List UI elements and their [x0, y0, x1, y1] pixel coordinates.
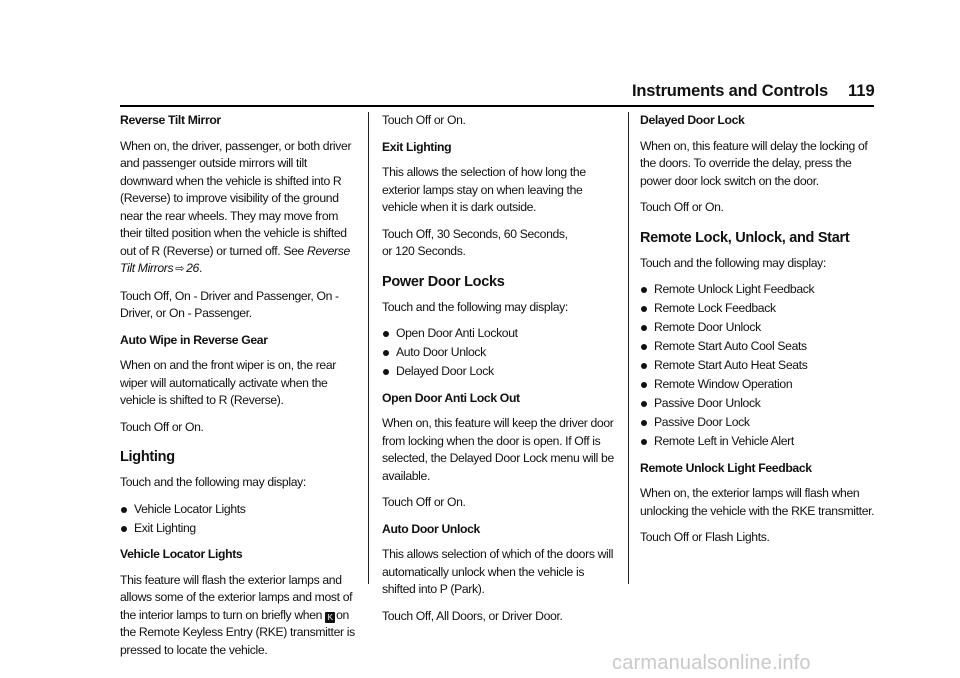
- list-item: Remote Lock Feedback: [640, 300, 876, 318]
- paragraph: When on, this feature will keep the driver door from locking when the door is open. If Off is selected, the Delayed Door Lock menu will be available.: [382, 416, 614, 483]
- cross-reference-link[interactable]: Reverse Tilt Mirrors: [120, 243, 350, 275]
- paragraph: When on and the front wiper is on, the rear wiper will automatically activate when the vehicle is shifted to R (Reverse).: [120, 358, 336, 407]
- paragraph: When on, this feature will delay the locking of the doors. To override the delay, press the power door lock switch on the door.: [640, 138, 868, 188]
- subheading: Reverse Tilt Mirror: [120, 113, 221, 127]
- bullet-list: [640, 281, 876, 451]
- list-item: Remote Door Unlock: [640, 319, 876, 337]
- subheading: Vehicle Locator Lights: [120, 547, 243, 561]
- paragraph: When on, the driver, passenger, or both driver and passenger outside mirrors will tilt downward when the vehicle is shifted into R (Reverse) to improve visibility of the ground near the rear wheels. They may move from their tilted position when the vehicle is shifted out of R (Reverse) or turned off. See Reverse Tilt Mirrors ⇨ 26.: [120, 138, 352, 275]
- subheading: Open Door Anti Lock Out: [382, 390, 520, 405]
- page-header: [0, 82, 960, 104]
- bullet-icon: [641, 439, 647, 445]
- bullet-list: [382, 325, 618, 381]
- bullet-icon: [121, 526, 127, 532]
- list-item: Passive Door Lock: [640, 414, 876, 432]
- subheading: Exit Lighting: [382, 139, 452, 154]
- bullet-icon: [383, 369, 389, 375]
- paragraph: Touch Off or On.: [382, 113, 466, 127]
- key-fob-icon: K: [325, 612, 335, 623]
- bullet-icon: [641, 382, 647, 388]
- paragraph: This allows selection of which of the doors will automatically unlock when the vehicle is shifted into P (Park).: [382, 547, 614, 596]
- bullet-list: [120, 501, 356, 538]
- subheading: Auto Wipe in Reverse Gear: [120, 332, 268, 347]
- column-divider: [368, 112, 369, 584]
- paragraph: This allows the selection of how long the exterior lamps stay on when leaving the vehicle when it is dark outside.: [382, 165, 586, 214]
- paragraph: Touch and the following may display:: [640, 255, 826, 270]
- paragraph: Touch Off or On.: [640, 200, 724, 214]
- paragraph: Touch Off, 30 Seconds, 60 Seconds, or 120 Seconds.: [382, 226, 568, 258]
- paragraph: This feature will flash the exterior lamps and allows some of the exterior lamps and most of the interior lamps to turn on briefly when K on the Remote Keyless Entry (RKE) transmitter is pressed to locate the vehicle.: [120, 572, 355, 657]
- section-heading: Lighting: [120, 449, 175, 465]
- column-middle: [382, 112, 618, 634]
- bullet-icon: [641, 306, 647, 312]
- header-rule: [120, 105, 874, 107]
- list-item: Exit Lighting: [120, 520, 356, 538]
- subheading: Auto Door Unlock: [382, 521, 480, 536]
- paragraph: When on, the exterior lamps will flash when unlocking the vehicle with the RKE transmitter.: [640, 486, 875, 518]
- subheading: Remote Unlock Light Feedback: [640, 460, 812, 475]
- paragraph: Touch Off, On - Driver and Passenger, On - Driver, or On - Passenger.: [120, 288, 339, 320]
- column-left: [120, 112, 356, 668]
- subheading: Delayed Door Lock: [640, 113, 745, 127]
- column-divider: [628, 112, 629, 584]
- paragraph: Touch Off or On.: [382, 495, 466, 509]
- list-item: Remote Window Operation: [640, 376, 876, 394]
- bullet-icon: [641, 287, 647, 293]
- list-item: Remote Start Auto Cool Seats: [640, 338, 876, 356]
- paragraph: Touch and the following may display:: [120, 475, 306, 489]
- list-item: Remote Start Auto Heat Seats: [640, 357, 876, 375]
- paragraph: Touch and the following may display:: [382, 299, 568, 314]
- bullet-icon: [641, 420, 647, 426]
- bullet-icon: [383, 350, 389, 356]
- bullet-icon: [641, 344, 647, 350]
- paragraph: Touch Off, All Doors, or Driver Door.: [382, 608, 563, 623]
- bullet-icon: [641, 363, 647, 369]
- list-item: Remote Left in Vehicle Alert: [640, 433, 876, 451]
- list-item: Remote Unlock Light Feedback: [640, 281, 876, 299]
- list-item: Vehicle Locator Lights: [120, 501, 356, 519]
- watermark: carmanualsonline.info: [612, 652, 811, 674]
- list-item: Passive Door Unlock: [640, 395, 876, 413]
- section-title: Instruments and Controls: [632, 82, 828, 100]
- bullet-icon: [641, 325, 647, 331]
- list-item: Open Door Anti Lockout: [382, 325, 618, 343]
- page-number: 119: [848, 82, 875, 100]
- paragraph-text: When on, the driver, passenger, or both driver and passenger outside mirrors will tilt downward when the vehicle is shifted into R (Reverse) to improve visibility of the ground near the rear wheels. They may move from their tilted position when the vehicle is shifted out of R (Reverse) or turned off. See: [120, 138, 352, 258]
- list-item: Delayed Door Lock: [382, 363, 618, 381]
- bullet-icon: [383, 331, 389, 337]
- section-heading: Power Door Locks: [382, 273, 505, 290]
- bullet-icon: [121, 507, 127, 513]
- paragraph: Touch Off or On.: [120, 419, 204, 434]
- page-reference-icon: ⇨: [175, 263, 185, 275]
- paragraph: Touch Off or Flash Lights.: [640, 530, 770, 544]
- reference-page: 26: [186, 261, 199, 275]
- bullet-icon: [641, 401, 647, 407]
- section-heading: Remote Lock, Unlock, and Start: [640, 229, 850, 246]
- list-item: Auto Door Unlock: [382, 344, 618, 362]
- column-right: [640, 112, 876, 556]
